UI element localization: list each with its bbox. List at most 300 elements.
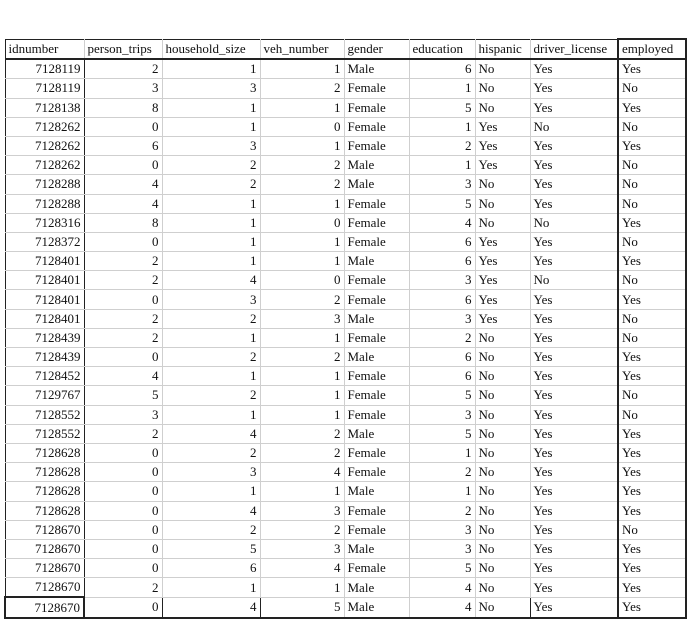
cell-employed: Yes [618,98,686,117]
header-veh-number: veh_number [260,39,344,59]
cell-hispanic: No [475,367,530,386]
cell-hispanic: No [475,328,530,347]
cell-driver-license: Yes [530,59,618,79]
cell-employed: No [618,405,686,424]
cell-person-trips: 0 [84,232,162,251]
cell-driver-license: Yes [530,520,618,539]
cell-idnumber: 7128401 [5,271,84,290]
cell-hispanic: No [475,386,530,405]
cell-gender: Female [344,463,409,482]
header-idnumber: idnumber [5,39,84,59]
cell-idnumber: 7128439 [5,348,84,367]
cell-gender: Female [344,559,409,578]
table-row [5,232,686,251]
cell-employed: No [618,232,686,251]
cell-veh-number: 1 [260,482,344,501]
cell-veh-number: 2 [260,443,344,462]
cell-gender: Male [344,309,409,328]
cell-education: 1 [409,443,475,462]
cell-household-size: 6 [162,559,260,578]
cell-driver-license: No [530,117,618,136]
cell-driver-license: Yes [530,463,618,482]
table-row [5,309,686,328]
cell-hispanic: No [475,501,530,520]
cell-gender: Female [344,117,409,136]
cell-employed: Yes [618,597,686,617]
cell-idnumber: 7128439 [5,328,84,347]
cell-hispanic: Yes [475,232,530,251]
cell-veh-number: 2 [260,156,344,175]
cell-hispanic: Yes [475,136,530,155]
header-employed: employed [618,39,686,59]
table-row [5,59,686,79]
header-driver-license: driver_license [530,39,618,59]
cell-gender: Male [344,482,409,501]
cell-veh-number: 1 [260,405,344,424]
cell-driver-license: Yes [530,501,618,520]
cell-gender: Male [344,597,409,617]
cell-education: 3 [409,539,475,558]
cell-gender: Male [344,175,409,194]
cell-veh-number: 4 [260,463,344,482]
cell-veh-number: 3 [260,539,344,558]
cell-employed: Yes [618,443,686,462]
cell-driver-license: Yes [530,482,618,501]
cell-employed: Yes [618,539,686,558]
cell-gender: Female [344,443,409,462]
cell-driver-license: Yes [530,405,618,424]
cell-household-size: 2 [162,520,260,539]
cell-hispanic: No [475,463,530,482]
cell-education: 5 [409,194,475,213]
cell-employed: Yes [618,290,686,309]
cell-gender: Male [344,59,409,79]
cell-education: 1 [409,482,475,501]
cell-education: 6 [409,290,475,309]
table-body [5,59,686,617]
cell-employed: No [618,309,686,328]
cell-employed: Yes [618,463,686,482]
cell-veh-number: 0 [260,213,344,232]
cell-household-size: 1 [162,252,260,271]
cell-veh-number: 5 [260,597,344,617]
cell-veh-number: 1 [260,578,344,598]
cell-gender: Female [344,367,409,386]
cell-employed: No [618,386,686,405]
cell-veh-number: 1 [260,194,344,213]
cell-veh-number: 1 [260,136,344,155]
cell-idnumber: 7128401 [5,252,84,271]
cell-person-trips: 2 [84,252,162,271]
cell-driver-license: Yes [530,443,618,462]
cell-driver-license: Yes [530,136,618,155]
cell-person-trips: 2 [84,424,162,443]
table-row [5,501,686,520]
data-table [4,38,687,619]
cell-employed: Yes [618,252,686,271]
cell-hispanic: No [475,59,530,79]
cell-person-trips: 0 [84,156,162,175]
cell-household-size: 1 [162,405,260,424]
cell-household-size: 2 [162,175,260,194]
cell-hispanic: No [475,597,530,617]
cell-person-trips: 4 [84,194,162,213]
cell-person-trips: 0 [84,463,162,482]
cell-employed: Yes [618,424,686,443]
cell-gender: Female [344,213,409,232]
cell-gender: Male [344,156,409,175]
cell-veh-number: 2 [260,424,344,443]
cell-person-trips: 0 [84,520,162,539]
cell-household-size: 2 [162,156,260,175]
cell-hispanic: Yes [475,156,530,175]
cell-household-size: 1 [162,117,260,136]
cell-driver-license: Yes [530,232,618,251]
cell-veh-number: 2 [260,290,344,309]
cell-idnumber: 7128628 [5,482,84,501]
table-row [5,539,686,558]
cell-employed: Yes [618,348,686,367]
cell-hispanic: No [475,520,530,539]
cell-household-size: 2 [162,386,260,405]
cell-household-size: 2 [162,309,260,328]
cell-gender: Male [344,252,409,271]
cell-gender: Female [344,386,409,405]
header-person-trips: person_trips [84,39,162,59]
cell-household-size: 4 [162,424,260,443]
cell-education: 2 [409,463,475,482]
cell-person-trips: 0 [84,597,162,617]
table-row [5,156,686,175]
table-row [5,520,686,539]
cell-household-size: 1 [162,482,260,501]
table-row [5,482,686,501]
cell-hispanic: No [475,559,530,578]
cell-driver-license: Yes [530,98,618,117]
table-row [5,597,686,617]
cell-person-trips: 0 [84,117,162,136]
cell-employed: No [618,520,686,539]
cell-household-size: 3 [162,290,260,309]
cell-gender: Female [344,405,409,424]
cell-driver-license: Yes [530,79,618,98]
cell-veh-number: 2 [260,348,344,367]
cell-idnumber: 7128670 [5,578,84,598]
cell-hispanic: No [475,443,530,462]
cell-education: 6 [409,232,475,251]
cell-idnumber: 7128262 [5,117,84,136]
table-row [5,348,686,367]
table-row [5,290,686,309]
cell-education: 6 [409,348,475,367]
cell-education: 4 [409,213,475,232]
cell-driver-license: Yes [530,328,618,347]
cell-person-trips: 5 [84,386,162,405]
cell-employed: No [618,328,686,347]
cell-idnumber: 7128628 [5,501,84,520]
cell-idnumber: 7128670 [5,559,84,578]
cell-employed: Yes [618,559,686,578]
cell-education: 5 [409,98,475,117]
cell-driver-license: No [530,213,618,232]
cell-household-size: 2 [162,443,260,462]
cell-person-trips: 3 [84,79,162,98]
header-education: education [409,39,475,59]
cell-gender: Female [344,79,409,98]
cell-idnumber: 7128552 [5,405,84,424]
cell-education: 2 [409,136,475,155]
cell-education: 3 [409,405,475,424]
cell-veh-number: 0 [260,271,344,290]
cell-employed: No [618,175,686,194]
cell-education: 3 [409,175,475,194]
table-row [5,443,686,462]
cell-idnumber: 7128316 [5,213,84,232]
cell-person-trips: 2 [84,578,162,598]
cell-education: 1 [409,117,475,136]
cell-hispanic: Yes [475,309,530,328]
cell-idnumber: 7128401 [5,309,84,328]
cell-education: 4 [409,597,475,617]
cell-education: 6 [409,252,475,271]
cell-household-size: 1 [162,578,260,598]
cell-employed: Yes [618,59,686,79]
cell-hispanic: No [475,424,530,443]
cell-veh-number: 2 [260,175,344,194]
cell-gender: Male [344,539,409,558]
cell-driver-license: Yes [530,386,618,405]
cell-driver-license: Yes [530,252,618,271]
cell-person-trips: 0 [84,539,162,558]
cell-education: 3 [409,271,475,290]
cell-education: 5 [409,559,475,578]
cell-household-size: 1 [162,194,260,213]
cell-person-trips: 2 [84,309,162,328]
cell-gender: Male [344,348,409,367]
cell-person-trips: 0 [84,443,162,462]
cell-driver-license: Yes [530,367,618,386]
cell-driver-license: Yes [530,424,618,443]
table-row [5,252,686,271]
cell-idnumber: 7128628 [5,463,84,482]
cell-person-trips: 0 [84,290,162,309]
cell-gender: Female [344,232,409,251]
cell-household-size: 4 [162,597,260,617]
cell-driver-license: Yes [530,539,618,558]
cell-driver-license: Yes [530,156,618,175]
table-row [5,194,686,213]
header-household-size: household_size [162,39,260,59]
table-row [5,405,686,424]
cell-idnumber: 7128119 [5,59,84,79]
header-gender: gender [344,39,409,59]
cell-hispanic: No [475,79,530,98]
cell-employed: Yes [618,213,686,232]
cell-person-trips: 2 [84,328,162,347]
cell-idnumber: 7128262 [5,136,84,155]
cell-idnumber: 7128288 [5,175,84,194]
table-row [5,98,686,117]
table-row [5,271,686,290]
cell-person-trips: 4 [84,367,162,386]
cell-employed: No [618,271,686,290]
cell-driver-license: No [530,271,618,290]
cell-education: 2 [409,501,475,520]
cell-gender: Female [344,328,409,347]
cell-household-size: 3 [162,136,260,155]
cell-person-trips: 8 [84,98,162,117]
cell-household-size: 2 [162,348,260,367]
cell-person-trips: 2 [84,59,162,79]
cell-veh-number: 1 [260,386,344,405]
cell-person-trips: 6 [84,136,162,155]
table-row [5,117,686,136]
cell-household-size: 1 [162,213,260,232]
table-row [5,578,686,598]
cell-employed: Yes [618,482,686,501]
cell-gender: Female [344,136,409,155]
table-row [5,136,686,155]
cell-idnumber: 7128262 [5,156,84,175]
cell-household-size: 1 [162,98,260,117]
cell-employed: No [618,79,686,98]
cell-hispanic: No [475,539,530,558]
cell-gender: Female [344,520,409,539]
cell-idnumber: 7128452 [5,367,84,386]
cell-veh-number: 1 [260,367,344,386]
cell-education: 6 [409,59,475,79]
cell-education: 2 [409,328,475,347]
table-row [5,79,686,98]
cell-idnumber: 7128670 [5,597,84,617]
table-row [5,213,686,232]
table-row [5,424,686,443]
cell-driver-license: Yes [530,290,618,309]
cell-driver-license: Yes [530,559,618,578]
cell-household-size: 3 [162,463,260,482]
cell-household-size: 1 [162,367,260,386]
cell-employed: Yes [618,578,686,598]
cell-veh-number: 3 [260,501,344,520]
cell-hispanic: Yes [475,290,530,309]
cell-idnumber: 7128628 [5,443,84,462]
cell-driver-license: Yes [530,348,618,367]
cell-gender: Female [344,501,409,520]
cell-household-size: 4 [162,271,260,290]
cell-idnumber: 7128119 [5,79,84,98]
cell-idnumber: 7128288 [5,194,84,213]
cell-veh-number: 1 [260,59,344,79]
cell-gender: Female [344,271,409,290]
cell-hispanic: No [475,578,530,598]
cell-idnumber: 7128670 [5,539,84,558]
cell-veh-number: 0 [260,117,344,136]
cell-hispanic: No [475,175,530,194]
cell-household-size: 5 [162,539,260,558]
cell-hispanic: Yes [475,252,530,271]
cell-household-size: 4 [162,501,260,520]
cell-veh-number: 1 [260,252,344,271]
cell-person-trips: 0 [84,501,162,520]
cell-employed: No [618,117,686,136]
cell-veh-number: 2 [260,520,344,539]
cell-veh-number: 2 [260,79,344,98]
cell-hispanic: No [475,348,530,367]
cell-driver-license: Yes [530,597,618,617]
cell-idnumber: 7128372 [5,232,84,251]
cell-employed: Yes [618,136,686,155]
cell-education: 1 [409,79,475,98]
cell-veh-number: 1 [260,98,344,117]
cell-person-trips: 0 [84,348,162,367]
cell-gender: Male [344,578,409,598]
cell-hispanic: Yes [475,271,530,290]
cell-household-size: 3 [162,79,260,98]
cell-employed: No [618,194,686,213]
cell-driver-license: Yes [530,194,618,213]
table-row [5,367,686,386]
cell-gender: Female [344,98,409,117]
cell-education: 4 [409,578,475,598]
cell-driver-license: Yes [530,578,618,598]
cell-employed: Yes [618,501,686,520]
cell-idnumber: 7128138 [5,98,84,117]
table-row [5,386,686,405]
table-row [5,175,686,194]
cell-veh-number: 1 [260,232,344,251]
cell-person-trips: 3 [84,405,162,424]
cell-education: 3 [409,309,475,328]
cell-hispanic: Yes [475,117,530,136]
cell-veh-number: 4 [260,559,344,578]
cell-idnumber: 7128401 [5,290,84,309]
cell-household-size: 1 [162,232,260,251]
cell-idnumber: 7128670 [5,520,84,539]
cell-education: 6 [409,367,475,386]
cell-hispanic: No [475,98,530,117]
cell-idnumber: 7128552 [5,424,84,443]
cell-idnumber: 7129767 [5,386,84,405]
cell-household-size: 1 [162,59,260,79]
header-hispanic: hispanic [475,39,530,59]
cell-person-trips: 4 [84,175,162,194]
cell-gender: Female [344,194,409,213]
cell-gender: Female [344,290,409,309]
cell-hispanic: No [475,194,530,213]
cell-education: 1 [409,156,475,175]
cell-veh-number: 3 [260,309,344,328]
cell-driver-license: Yes [530,309,618,328]
table-row [5,559,686,578]
table-row [5,328,686,347]
cell-employed: Yes [618,367,686,386]
cell-person-trips: 0 [84,559,162,578]
table-row [5,463,686,482]
cell-hispanic: No [475,213,530,232]
cell-person-trips: 0 [84,482,162,501]
cell-veh-number: 1 [260,328,344,347]
cell-person-trips: 8 [84,213,162,232]
cell-hispanic: No [475,405,530,424]
cell-education: 5 [409,424,475,443]
cell-education: 3 [409,520,475,539]
cell-person-trips: 2 [84,271,162,290]
cell-employed: No [618,156,686,175]
cell-household-size: 1 [162,328,260,347]
header-row [5,39,686,59]
cell-driver-license: Yes [530,175,618,194]
cell-education: 5 [409,386,475,405]
